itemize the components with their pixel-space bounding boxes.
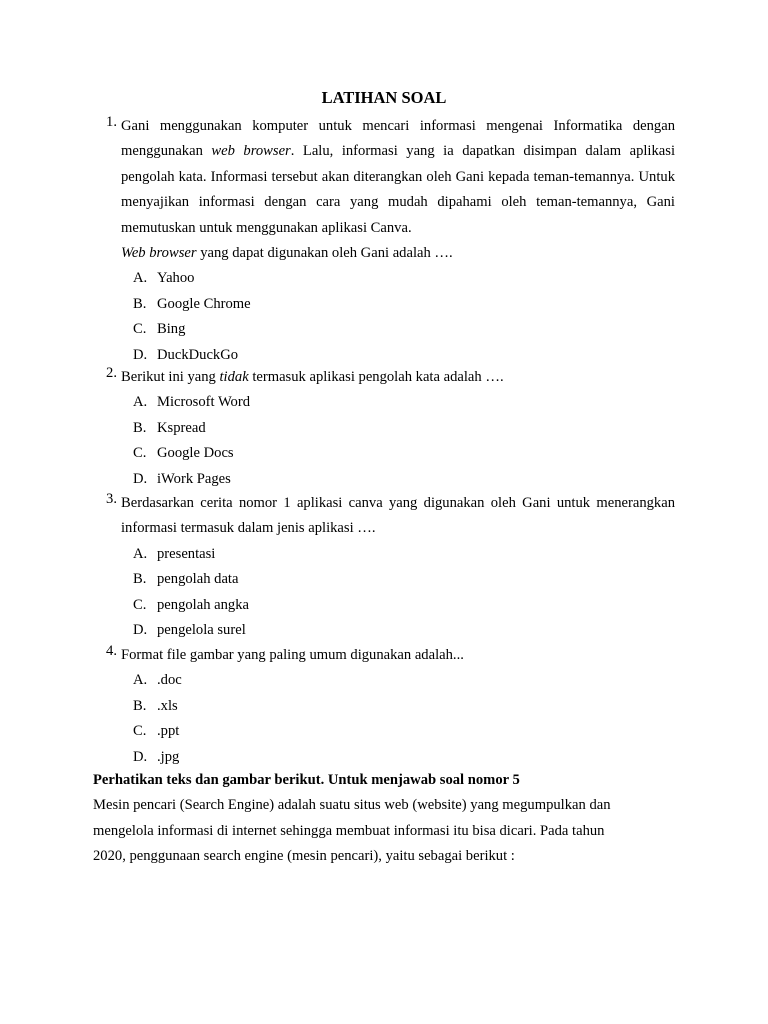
option-d: D. pengelola surel bbox=[133, 621, 246, 638]
italic-term: web browser bbox=[211, 143, 291, 160]
option-a: A. Yahoo bbox=[133, 270, 195, 287]
option-c: C. pengolah angka bbox=[133, 596, 249, 613]
option-a: A. presentasi bbox=[133, 545, 216, 562]
option-a: A. .doc bbox=[133, 672, 182, 689]
question-number: 4. bbox=[106, 643, 117, 659]
question-1 bbox=[93, 114, 675, 368]
passage-block bbox=[93, 768, 675, 870]
question-2 bbox=[93, 365, 675, 492]
option-d: D. DuckDuckGo bbox=[133, 346, 239, 363]
option-a: A. Microsoft Word bbox=[133, 394, 250, 411]
question-4 bbox=[93, 643, 675, 770]
option-c: C. Google Docs bbox=[133, 445, 234, 462]
question-text: Gani menggunakan komputer untuk mencari informasi mengenai Informatika dengan menggunakan web browser. Lalu, informasi yang ia dapatkan disimpan dalam aplikasi pengolah kata. Informasi tersebut akan diterangkan oleh Gani kepada teman-temannya. Untuk menyajikan informasi dengan cara yang mudah dipahami oleh teman-temannya, Gani memutuskan untuk menggunakan aplikasi Canva. Web browser yang dapat digunakan oleh Gani adalah …. bbox=[121, 114, 675, 266]
option-b: B. .xls bbox=[133, 697, 178, 714]
option-b: B. pengolah data bbox=[133, 571, 239, 588]
italic-term: tidak bbox=[219, 369, 249, 385]
options-list bbox=[93, 266, 675, 368]
option-c: C. .ppt bbox=[133, 723, 180, 740]
question-number: 1. bbox=[106, 114, 117, 130]
question-3 bbox=[93, 491, 675, 643]
question-text: Berdasarkan cerita nomor 1 aplikasi canva yang digunakan oleh Gani untuk menerangkan informasi termasuk dalam jenis aplikasi …. bbox=[121, 495, 675, 537]
passage-heading: Perhatikan teks dan gambar berikut. Untuk menjawab soal nomor 5 bbox=[93, 772, 520, 788]
options-list bbox=[93, 542, 675, 644]
option-b: B. Kspread bbox=[133, 419, 206, 436]
option-d: D. .jpg bbox=[133, 748, 180, 765]
question-prompt: Web browser yang dapat digunakan oleh Gani adalah …. bbox=[121, 245, 453, 262]
question-number: 3. bbox=[106, 491, 117, 507]
page-title: LATIHAN SOAL bbox=[321, 88, 447, 107]
option-b: B. Google Chrome bbox=[133, 295, 251, 312]
question-text: Berikut ini yang tidak termasuk aplikasi pengolah kata adalah …. bbox=[121, 369, 504, 385]
passage-line: 2020, penggunaan search engine (mesin pencari), yaitu sebagai berikut : bbox=[93, 848, 515, 865]
option-c: C. Bing bbox=[133, 321, 186, 338]
options-list bbox=[93, 668, 675, 770]
question-text: Format file gambar yang paling umum digunakan adalah... bbox=[121, 647, 464, 663]
question-number: 2. bbox=[106, 365, 117, 381]
option-d: D. iWork Pages bbox=[133, 470, 231, 487]
options-list bbox=[93, 390, 675, 492]
passage-line: mengelola informasi di internet sehingga membuat informasi itu bisa dicari. Pada tahun bbox=[93, 822, 605, 839]
passage-line: Mesin pencari (Search Engine) adalah suatu situs web (website) yang megumpulkan dan bbox=[93, 797, 611, 814]
